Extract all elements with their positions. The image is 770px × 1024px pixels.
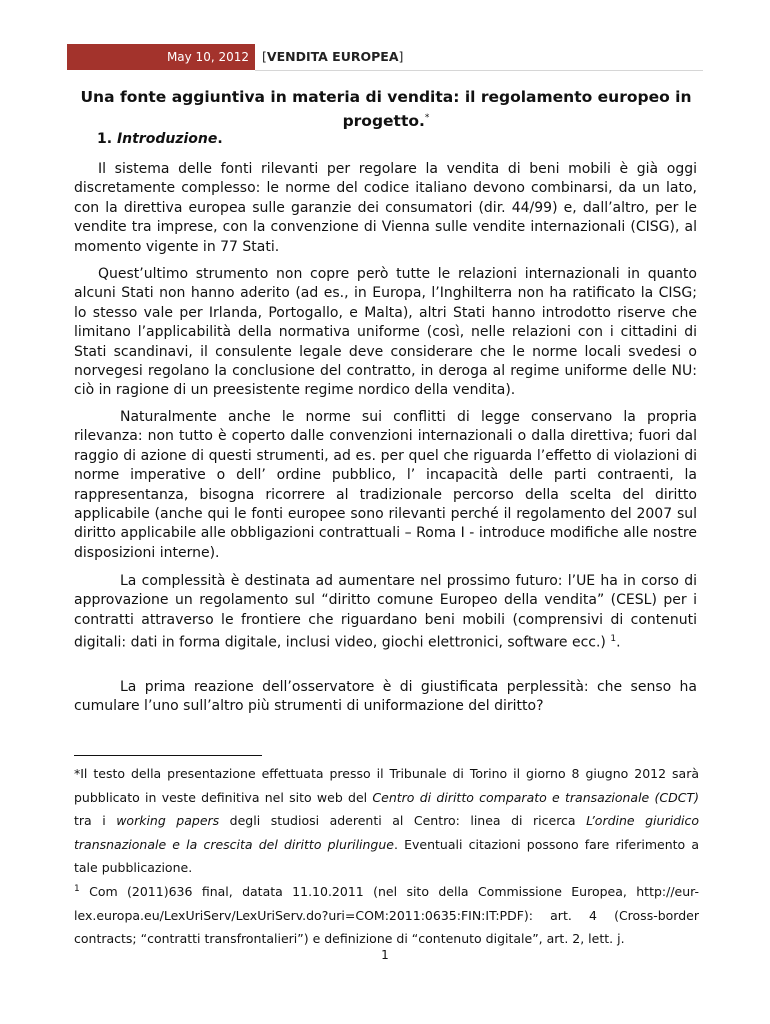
footnote-1-text: Com (2011)636 final, datata 11.10.2011 (nel sito della Commissione Europea, http://eur-lex.europa.eu/LexUriServ/LexUriServ.do?uri=COM:2011:0635:FIN:IT:PDF): art. 4 (Cross-border contracts; “contratti transfrontalieri”) e definizione di “contenuto digitale”, art. 2, lett. j. [74, 884, 699, 947]
paragraph-3: Naturalmente anche le norme sui conflitti di legge conservano la propria rilevanza: non tutto è coperto dalle convenzioni internazionali o dalla direttiva; fuori dal raggio di azione di questi strumenti, ad es. per quel che riguarda l’effetto di violazioni di norme imperative o dell’ ordine pubblico, l’ incapacità delle parti contraenti, la rappresentanza, bisogna ricorrere al tradizionale percorso della scelta del diritto applicabile (anche qui le fonti europee sono rilevanti perché il regolamento del 2007 sul diritto applicabile alle obbligazioni contrattuali – Roma I - introduce modifiche alle nostre disposizioni interne). [74, 409, 697, 561]
fn1-part-e: degli studiosi aderenti al Centro: linea di ricerca [219, 813, 587, 828]
footnote-1 [74, 878, 699, 951]
section-number: 1. [97, 131, 113, 147]
fn1-research-line: L’ordine giuridico transnazionale e la crescita del diritto plurilingue [74, 813, 699, 852]
fn1-part-c: tra i [74, 813, 117, 828]
paragraph-2: Quest’ultimo strumento non copre però tutte le relazioni internazionali in quanto alcuni Stati non hanno aderito (ad es., in Europa, l’Inghilterra non ha ratificato la CISG; lo stesso vale per Irlanda, Portogallo, e Malta), altri Stati hanno introdotto riserve che limitano l’applicabilità della normativa uniforme (così, nelle relazioni con i cittadini di Stati scandinavi, il consulente legale deve considerare che le norme locali svedesi o norvegesi regolano la conclusione del contratto, in deroga al regime uniforme delle NU: ciò in ragione di un preesistente regime nordico della vendita). [74, 266, 697, 399]
paragraph-4-end: . [616, 634, 621, 651]
paragraph-4 [74, 572, 697, 653]
header-section [262, 44, 403, 70]
section-label: Introduzione [116, 131, 218, 147]
fn1-part-a: *Il testo della presentazione effettuata presso il Tribunale di Torino il giorno 8 giugno 2012 sarà pubblicato in veste definitiva nel sito web del [74, 766, 699, 805]
footnote-separator [74, 755, 262, 756]
title-footnote-marker: * [424, 113, 430, 123]
fn1-centro: Centro di diritto comparato e transazionale (CDCT) [372, 789, 699, 805]
footnote-ref-1: 1 [610, 634, 617, 645]
document-title [72, 87, 700, 132]
header-date: May 10, 2012 [67, 44, 255, 70]
document-title-text: Una fonte aggiuntiva in materia di vendita: il regolamento europeo in progetto. [80, 88, 692, 131]
header-bracket-open: [ [262, 49, 267, 64]
fn1-working-papers: working papers [116, 813, 220, 828]
header-rule [255, 70, 703, 71]
header-section-label: VENDITA EUROPEA [266, 49, 399, 64]
section-heading [97, 131, 223, 147]
page-number: 1 [381, 948, 389, 962]
paragraph-1: Il sistema delle fonti rilevanti per regolare la vendita di beni mobili è già oggi discretamente complesso: le norme del codice italiano devono combinarsi, da un lato, con la direttiva europea sulle garanzie dei consumatori (dir. 44/99) e, dall’altro, per le vendite tra imprese, con la convenzione di Vienna sulle vendite internazionali (CISG), al momento vigente in 77 Stati. [74, 161, 697, 255]
section-heading-end: . [217, 131, 223, 147]
footnote-1-number: 1 [74, 884, 80, 894]
footnote-star [74, 762, 699, 880]
paragraph-5: La prima reazione dell’osservatore è di giustificata perplessità: che senso ha cumulare l’uno sull’altro più strumenti di uniformazione del diritto? [74, 679, 697, 715]
header-bracket-close: ] [398, 49, 404, 64]
paragraph-4-text: La complessità è destinata ad aumentare nel prossimo futuro: l’UE ha in corso di approvazione un regolamento sul “diritto comune Europeo della vendita” (CESL) per i contratti attraverso le frontiere che riguardano beni mobili (comprensivi di contenuti digitali: dati in forma digitale, inclusi video, giochi elettronici, software ecc.) [74, 573, 697, 651]
fn1-part-g: . Eventuali citazioni possono fare riferimento a tale pubblicazione. [74, 836, 699, 875]
